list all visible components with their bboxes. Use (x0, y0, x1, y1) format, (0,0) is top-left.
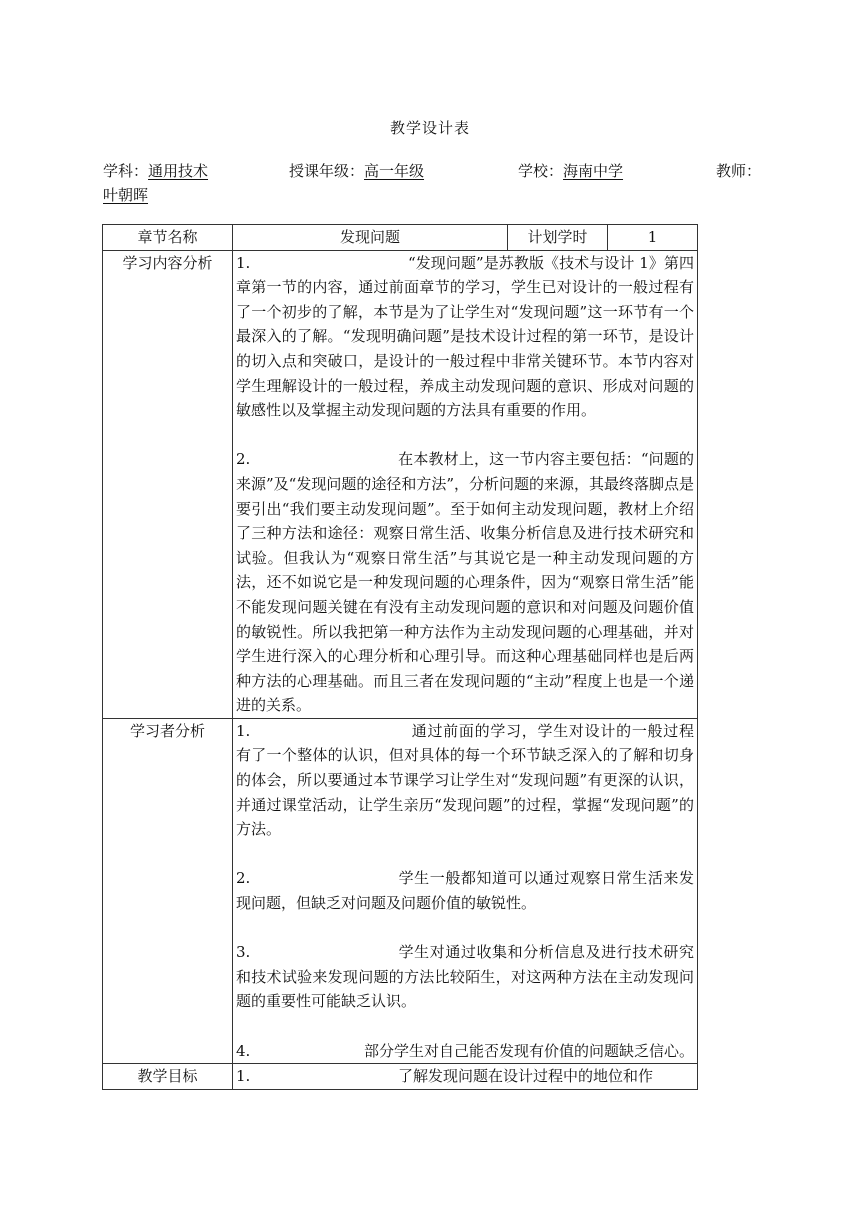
hours-label: 计划学时 (508, 225, 608, 251)
learner-analysis-item: 2. 学生一般都知道可以通过观察日常生活来发现问题，但缺乏对问题及问题价值的敏锐性。 (236, 869, 694, 913)
learner-analysis-item: 3. 学生对通过收集和分析信息及进行技术研究和技术试验来发现问题的方法比较陌生，对这两种方法在主动发现问题的重要性可能缺乏认识。 (236, 943, 694, 1011)
hours-value: 1 (608, 225, 698, 251)
content-analysis-label: 学习内容分析 (103, 250, 233, 718)
grade-label: 授课年级： (289, 162, 365, 180)
objectives-cell (233, 1064, 698, 1090)
school-label: 学校： (518, 162, 564, 180)
teacher-label: 教师： (716, 162, 762, 180)
learner-analysis-row (103, 718, 698, 1063)
objectives-item: 1. 了解发现问题在设计过程中的地位和作 (236, 1067, 654, 1086)
meta-info (103, 159, 763, 207)
content-analysis-cell (233, 250, 698, 718)
lesson-plan-table (102, 224, 698, 1090)
objectives-label: 教学目标 (103, 1064, 233, 1090)
learner-analysis-item: 1. 通过前面的学习，学生对设计的一般过程有了一个整体的认识，但对具体的每一个环节缺乏深入的了解和切身的体会，所以要通过本节课学习让学生对“发现问题”有更深的认识，并通过课堂活动，让学生亲历“发现问题”的过程，掌握“发现问题”的方法。 (236, 721, 694, 839)
learner-analysis-label: 学习者分析 (103, 718, 233, 1063)
content-analysis-row (103, 250, 698, 718)
subject-label: 学科： (103, 162, 149, 180)
learner-analysis-item: 4. 部分学生对自己能否发现有价值的问题缺乏信心。 (236, 1041, 695, 1060)
teacher-value: 叶朝晖 (103, 186, 149, 204)
subject-value: 通用技术 (148, 162, 209, 180)
chapter-value: 发现问题 (233, 225, 508, 251)
objectives-row (103, 1064, 698, 1090)
learner-analysis-cell (233, 718, 698, 1063)
content-analysis-item: 2. 在本教材上，这一节内容主要包括：“问题的来源”及“发现问题的途径和方法”，分析问题的来源，其最终落脚点是要引出“我们要主动发现问题”。至于如何主动发现问题，教材上介绍了三种方法和途径：观察日常生活、收集分析信息及进行技术研究和试验。但我认为“观察日常生活”与其说它是一种主动发现问题的方法，还不如说它是一种发现问题的心理条件，因为“观察日常生活”能不能发现问题关键在有没有主动发现问题的意识和对问题及问题价值的敏锐性。所以我把第一种方法作为主动发现问题的心理基础，并对学生进行深入的心理分析和心理引导。而这种心理基础同样也是后两种方法的心理基础。而且三者在发现问题的“主动”程度上也是一个递进的关系。 (236, 450, 695, 715)
document-title: 教学设计表 (389, 119, 470, 137)
grade-value: 高一年级 (364, 162, 425, 180)
subject-field (103, 159, 208, 183)
chapter-label: 章节名称 (103, 225, 233, 251)
header-row (103, 225, 698, 251)
school-field (518, 159, 623, 183)
grade-field (289, 159, 424, 183)
school-value: 海南中学 (563, 162, 624, 180)
content-analysis-item: 1. “发现问题”是苏教版《技术与设计 1》第四章第一节的内容，通过前面章节的学习，学生已对设计的一般过程有了一个初步的了解，本节是为了让学生对“发现问题”这一环节有一个最深入的了解。“发现明确问题”是技术设计过程的第一环节，是设计的切入点和突破口，是设计的一般过程中非常关键环节。本节内容对学生理解设计的一般过程，养成主动发现问题的意识、形成对问题的敏感性以及掌握主动发现问题的方法具有重要的作用。 (236, 253, 694, 420)
